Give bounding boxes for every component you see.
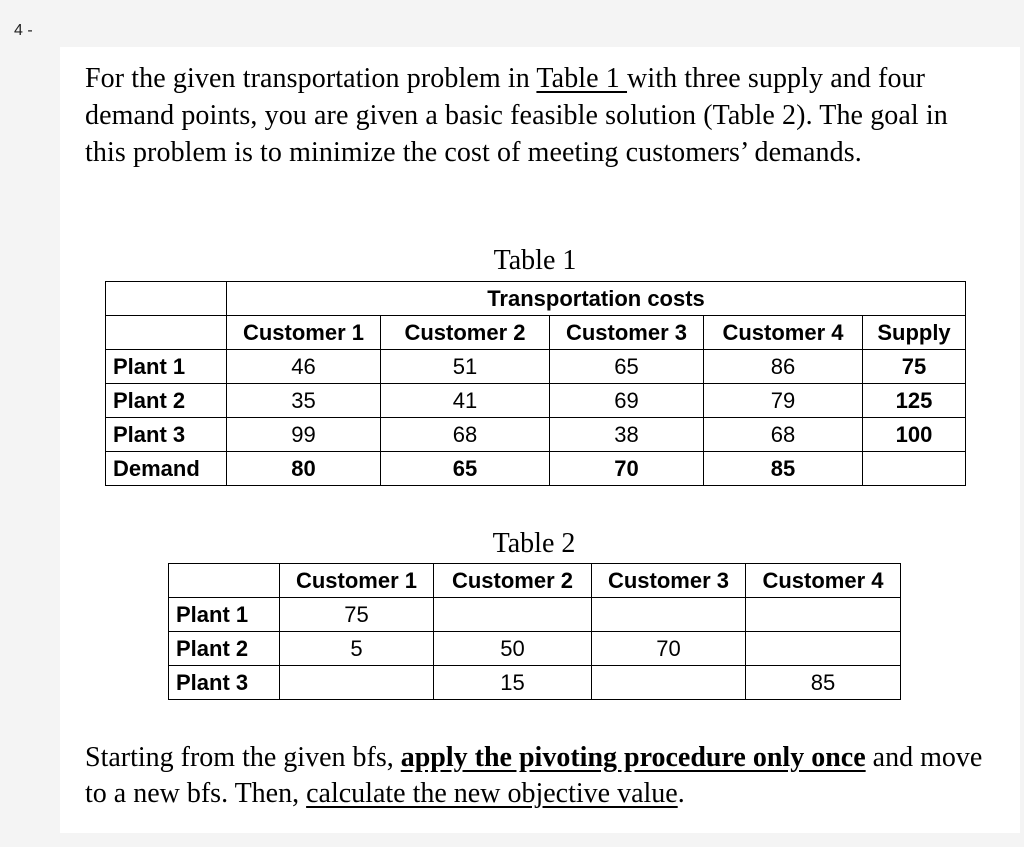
intro-text-2: with three supply and four demand points, you are given a basic feasible solution (Table 2). The goal in this problem is to minimize the cost of meeting customers’ demands. [85,63,948,168]
supply-cell: 125 [863,384,966,418]
cost-cell: 46 [227,350,381,384]
intro-paragraph [85,60,995,171]
demand-cell: 85 [704,452,863,486]
table2-caption: Table 2 [492,528,576,559]
row-label: Plant 3 [169,666,280,700]
table1-corner-cell [106,282,227,316]
cost-cell: 86 [704,350,863,384]
row-label: Plant 1 [169,598,280,632]
cost-cell: 51 [381,350,550,384]
table2-col-header: Customer 2 [434,564,592,598]
instruction-paragraph [85,740,995,812]
intro-text-1: For the given transportation problem in [85,63,537,94]
table1-group-header: Transportation costs [227,282,966,316]
cost-cell: 99 [227,418,381,452]
allocation-cell: 85 [746,666,901,700]
table-row [169,666,901,700]
allocation-cell: 75 [280,598,434,632]
cost-cell: 68 [381,418,550,452]
pivot-instruction: apply the pivoting procedure only once [400,742,866,773]
table2-col-header: Customer 4 [746,564,901,598]
cost-cell: 38 [550,418,704,452]
table1-supply-header: Supply [863,316,966,350]
table-row [106,350,966,384]
table2-basic-feasible-solution [168,563,901,700]
instruction-text-1: Starting from the given bfs, [85,742,401,773]
cost-cell: 41 [381,384,550,418]
supply-cell: 100 [863,418,966,452]
cost-cell: 35 [227,384,381,418]
allocation-cell: 50 [434,632,592,666]
table-row [106,384,966,418]
table-row [169,632,901,666]
row-label: Demand [106,452,227,486]
allocation-cell [592,666,746,700]
question-number: 4 - [14,22,33,39]
demand-cell: 65 [381,452,550,486]
table1-reference: Table 1 [536,63,628,94]
row-label: Plant 2 [106,384,227,418]
instruction-text-3: . [677,778,685,809]
cost-cell: 68 [704,418,863,452]
table1-col-header: Customer 3 [550,316,704,350]
row-label: Plant 1 [106,350,227,384]
allocation-cell: 15 [434,666,592,700]
allocation-cell [280,666,434,700]
table-row [106,418,966,452]
table1-header-row [106,316,966,350]
table1-col-header: Customer 4 [704,316,863,350]
table1-caption: Table 1 [493,245,577,276]
table1-transportation-costs [105,281,966,486]
allocation-cell [746,632,901,666]
row-label: Plant 2 [169,632,280,666]
allocation-cell: 70 [592,632,746,666]
table2-col-header: Customer 3 [592,564,746,598]
table2-header-row [169,564,901,598]
table1-group-header-row [106,282,966,316]
demand-cell: 70 [550,452,704,486]
table-row [169,598,901,632]
table1-col-header: Customer 2 [381,316,550,350]
empty-cell [863,452,966,486]
table1-demand-row [106,452,966,486]
row-label: Plant 3 [106,418,227,452]
allocation-cell: 5 [280,632,434,666]
cost-cell: 79 [704,384,863,418]
supply-cell: 75 [863,350,966,384]
demand-cell: 80 [227,452,381,486]
cost-cell: 65 [550,350,704,384]
allocation-cell [746,598,901,632]
table2-corner-cell [169,564,280,598]
cost-cell: 69 [550,384,704,418]
objective-instruction: calculate the new objective value [306,778,678,809]
allocation-cell [592,598,746,632]
allocation-cell [434,598,592,632]
table1-col-header: Customer 1 [227,316,381,350]
table1-empty-header-cell [106,316,227,350]
table2-col-header: Customer 1 [280,564,434,598]
instruction-text-2: and move to a new bfs. Then, [85,742,983,809]
